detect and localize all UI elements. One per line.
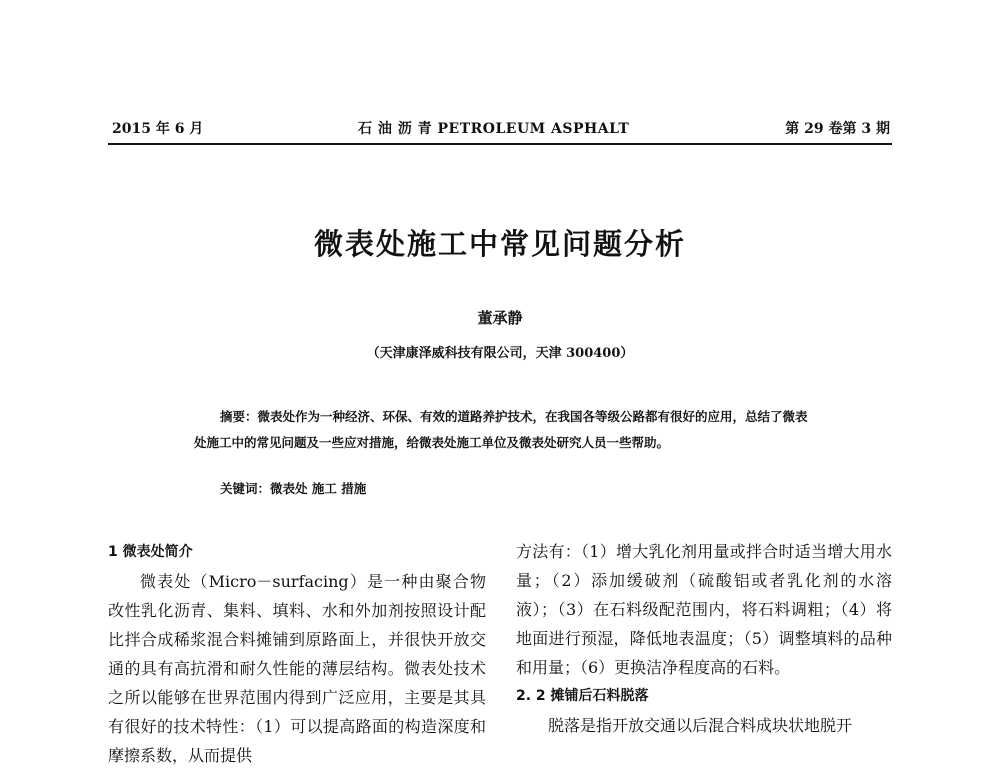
- issue-date: 2015 年 6 月: [112, 121, 204, 137]
- author-name: 董承静: [477, 309, 523, 327]
- right-column: [516, 537, 892, 740]
- volume-issue: 第 29 卷第 3 期: [785, 121, 890, 137]
- subsection-heading: 2. 2 摊铺后石料脱落: [516, 688, 649, 704]
- abstract-text: 微表处作为一种经济、环保、有效的道路养护技术，在我国各等级公路都有很好的应用，总结了微表处施工中的常见问题及一些应对措施，给微表处施工单位及微表处研究人员一些帮助。: [194, 409, 808, 450]
- body-paragraph: 脱落是指开放交通以后混合料成块状地脱开: [548, 716, 853, 735]
- left-column: [108, 538, 486, 770]
- abstract: [194, 404, 812, 456]
- body-paragraph: 方法有：（1）增大乳化剂用量或拌合时适当增大用水量；（2）添加缓破剂（硫酸铝或者乳化剂的水溶液）；（3）在石料级配范围内，将石料调粗；（4）将地面进行预湿，降低地表温度；（5）调整填料的品种和用量；（6）更换洁净程度高的石料。: [516, 542, 892, 677]
- keywords-text: 微表处 施工 措施: [270, 481, 367, 496]
- paper-title: 微表处施工中常见问题分析: [313, 227, 686, 261]
- journal-name: 石 油 沥 青 PETROLEUM ASPHALT: [358, 121, 630, 137]
- abstract-label: 摘要：: [220, 409, 258, 424]
- author-affiliation: （天津康泽威科技有限公司，天津 300400）: [366, 346, 634, 361]
- section-heading: 1 微表处简介: [108, 544, 193, 560]
- keywords-label: 关键词：: [220, 481, 271, 496]
- header-rule: [108, 143, 892, 145]
- body-paragraph: 微表处（Micro－surfacing）是一种由聚合物改性乳化沥青、集料、填料、水和外加剂按照设计配比拌合成稀浆混合料摊铺到原路面上，并很快开放交通的具有高抗滑和耐久性能的薄层结构。微表处技术之所以能够在世界范围内得到广泛应用，主要是其具有很好的技术特性：（1）可以提高路面的构造深度和摩擦系数，从而提供: [108, 572, 486, 765]
- running-header: [112, 118, 890, 142]
- keywords: [220, 479, 366, 497]
